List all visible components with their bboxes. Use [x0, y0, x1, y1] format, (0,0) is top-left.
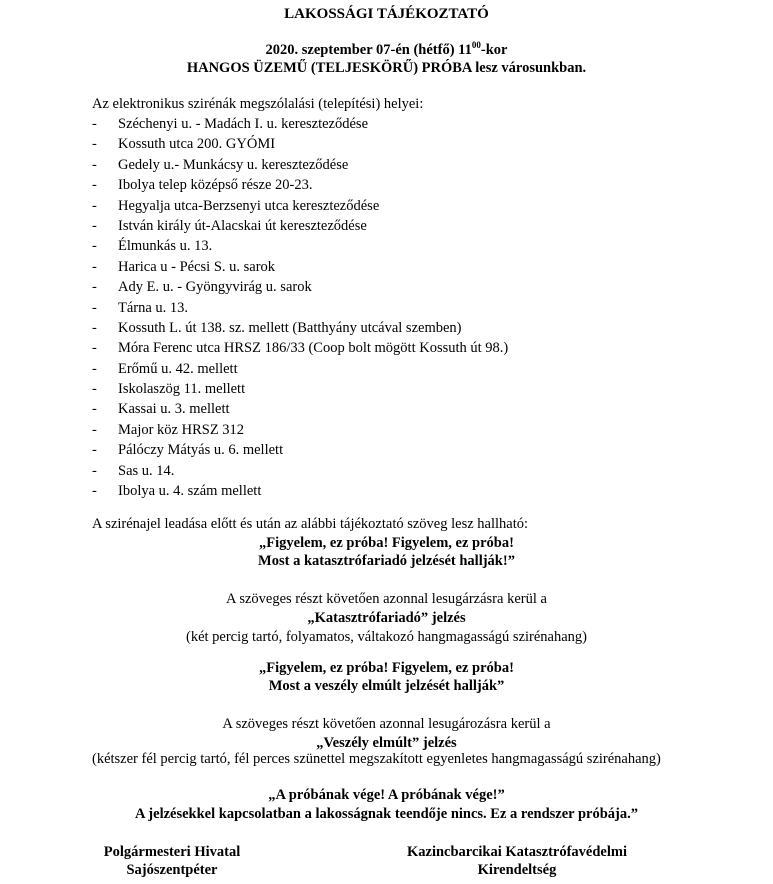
location-text: Major köz HRSZ 312 — [118, 421, 245, 438]
list-dash: - — [92, 360, 97, 377]
signal-1-name: „Katasztrófariadó” jelzés — [307, 610, 466, 626]
signature-line-1: Kazincbarcikai Katasztrófavédelmi — [406, 844, 627, 860]
location-text: Iskolaszög 11. mellett — [118, 381, 246, 398]
signature-disaster-management — [392, 843, 642, 879]
list-item — [92, 277, 508, 297]
signature-line-2: Kirendeltség — [477, 862, 557, 878]
list-dash: - — [92, 197, 97, 214]
announcement-1 — [0, 534, 773, 570]
list-dash: - — [92, 116, 97, 132]
list-dash: - — [92, 319, 97, 336]
list-item — [92, 257, 508, 277]
date-superscript: 00 — [471, 40, 481, 50]
locations-list — [92, 114, 508, 501]
list-dash: - — [92, 299, 97, 316]
list-dash: - — [92, 136, 97, 153]
signature-line-1: Polgármesteri Hivatal — [103, 844, 241, 860]
announcement-lead: A szirénajel leadása előtt és után az alábbi tájékoztató szöveg lesz hallható: — [92, 516, 529, 532]
signal-2-description: (kétszer fél percig tartó, fél perces szünettel megszakított egyenletes hangmagasságú szirénahang) — [92, 751, 661, 767]
list-dash: - — [92, 279, 97, 296]
list-item — [92, 134, 508, 154]
document-title: LAKOSSÁGI TÁJÉKOZTATÓ — [284, 6, 489, 22]
test-type-line: HANGOS ÜZEMŰ (TELJESKÖRŰ) PRÓBA lesz városunkban. — [186, 60, 587, 76]
announcement-1-line-2: Most a katasztrófariadó jelzését hallják!” — [258, 553, 515, 569]
list-item — [92, 236, 508, 256]
list-dash: - — [92, 340, 97, 357]
list-item — [92, 114, 508, 134]
location-text: Ibolya telep középső része 20-23. — [118, 177, 313, 194]
list-dash: - — [92, 401, 97, 418]
location-text: Széchenyi u. - Madách I. u. kereszteződése — [118, 116, 369, 132]
location-text: Tárna u. 13. — [118, 299, 189, 316]
list-item — [92, 298, 508, 318]
signal-2-block — [0, 715, 773, 753]
signal-1-block — [0, 590, 773, 647]
list-item — [92, 359, 508, 379]
announcement-2-line-2: Most a veszély elmúlt jelzését hallják” — [268, 678, 505, 694]
location-text: Élmunkás u. 13. — [118, 238, 213, 255]
list-dash: - — [92, 462, 97, 479]
announcement-1-line-1: „Figyelem, ez próba! Figyelem, ez próba! — [259, 535, 514, 551]
signature-municipality — [92, 843, 252, 879]
closing-line-1: „A próbának vége! A próbának vége!” — [268, 787, 505, 803]
test-date-heading — [0, 41, 773, 77]
list-item — [92, 461, 508, 481]
list-dash: - — [92, 238, 97, 255]
location-text: Móra Ferenc utca HRSZ 186/33 (Coop bolt mögött Kossuth út 98.) — [118, 340, 509, 357]
location-text: Kassai u. 3. mellett — [118, 401, 230, 418]
list-item — [92, 175, 508, 195]
list-item — [92, 481, 508, 501]
location-text: Erőmű u. 42. mellett — [118, 360, 238, 377]
list-dash: - — [92, 156, 97, 173]
date-suffix: -kor — [480, 42, 508, 58]
location-text: Harica u - Pécsi S. u. sarok — [118, 258, 276, 275]
closing-line-2: A jelzésekkel kapcsolatban a lakosságnak teendője nincs. Ez a rendszer próbája.” — [135, 806, 638, 822]
list-item — [92, 440, 508, 460]
location-text: Ady E. u. - Gyöngyvirág u. sarok — [118, 279, 312, 296]
location-text: István király út-Alacskai út kereszteződése — [118, 217, 367, 234]
locations-intro: Az elektronikus szirénák megszólalási (telepítési) helyei: — [92, 96, 424, 112]
location-text: Ibolya u. 4. szám mellett — [118, 483, 262, 500]
signal-1-intro: A szöveges részt követően azonnal lesugárzásra kerül a — [226, 591, 547, 607]
list-dash: - — [92, 177, 97, 194]
announcement-2-line-1: „Figyelem, ez próba! Figyelem, ez próba! — [259, 660, 514, 676]
list-item — [92, 216, 508, 236]
list-dash: - — [92, 421, 97, 438]
list-item — [92, 318, 508, 338]
test-date-line — [0, 41, 773, 59]
list-item — [92, 399, 508, 419]
location-text: Hegyalja utca-Berzsenyi utca kereszteződése — [118, 197, 380, 214]
location-text: Kossuth L. út 138. sz. mellett (Batthyány utcával szemben) — [118, 319, 462, 336]
list-item — [92, 196, 508, 216]
date-text: 2020. szeptember 07-én (hétfő) 11 — [265, 42, 472, 58]
signal-2-intro: A szöveges részt követően azonnal lesugározásra kerül a — [222, 716, 551, 732]
list-item — [92, 379, 508, 399]
list-dash: - — [92, 381, 97, 398]
list-dash: - — [92, 258, 97, 275]
list-dash: - — [92, 483, 97, 500]
location-text: Kossuth utca 200. GYÓMI — [118, 136, 276, 153]
list-item — [92, 420, 508, 440]
signal-1-description: (két percig tartó, folyamatos, váltakozó hangmagasságú szirénahang) — [185, 629, 587, 645]
location-text: Gedely u.- Munkácsy u. kereszteződése — [118, 156, 349, 173]
signal-2-name: „Veszély elmúlt” jelzés — [316, 735, 457, 751]
list-item — [92, 338, 508, 358]
closing-block — [0, 786, 773, 824]
list-item — [92, 155, 508, 175]
location-text: Pálóczy Mátyás u. 6. mellett — [118, 442, 284, 459]
signature-line-2: Sajószentpéter — [126, 862, 218, 878]
announcement-2 — [0, 659, 773, 695]
location-text: Sas u. 14. — [118, 462, 175, 479]
list-dash: - — [92, 217, 97, 234]
list-dash: - — [92, 442, 97, 459]
